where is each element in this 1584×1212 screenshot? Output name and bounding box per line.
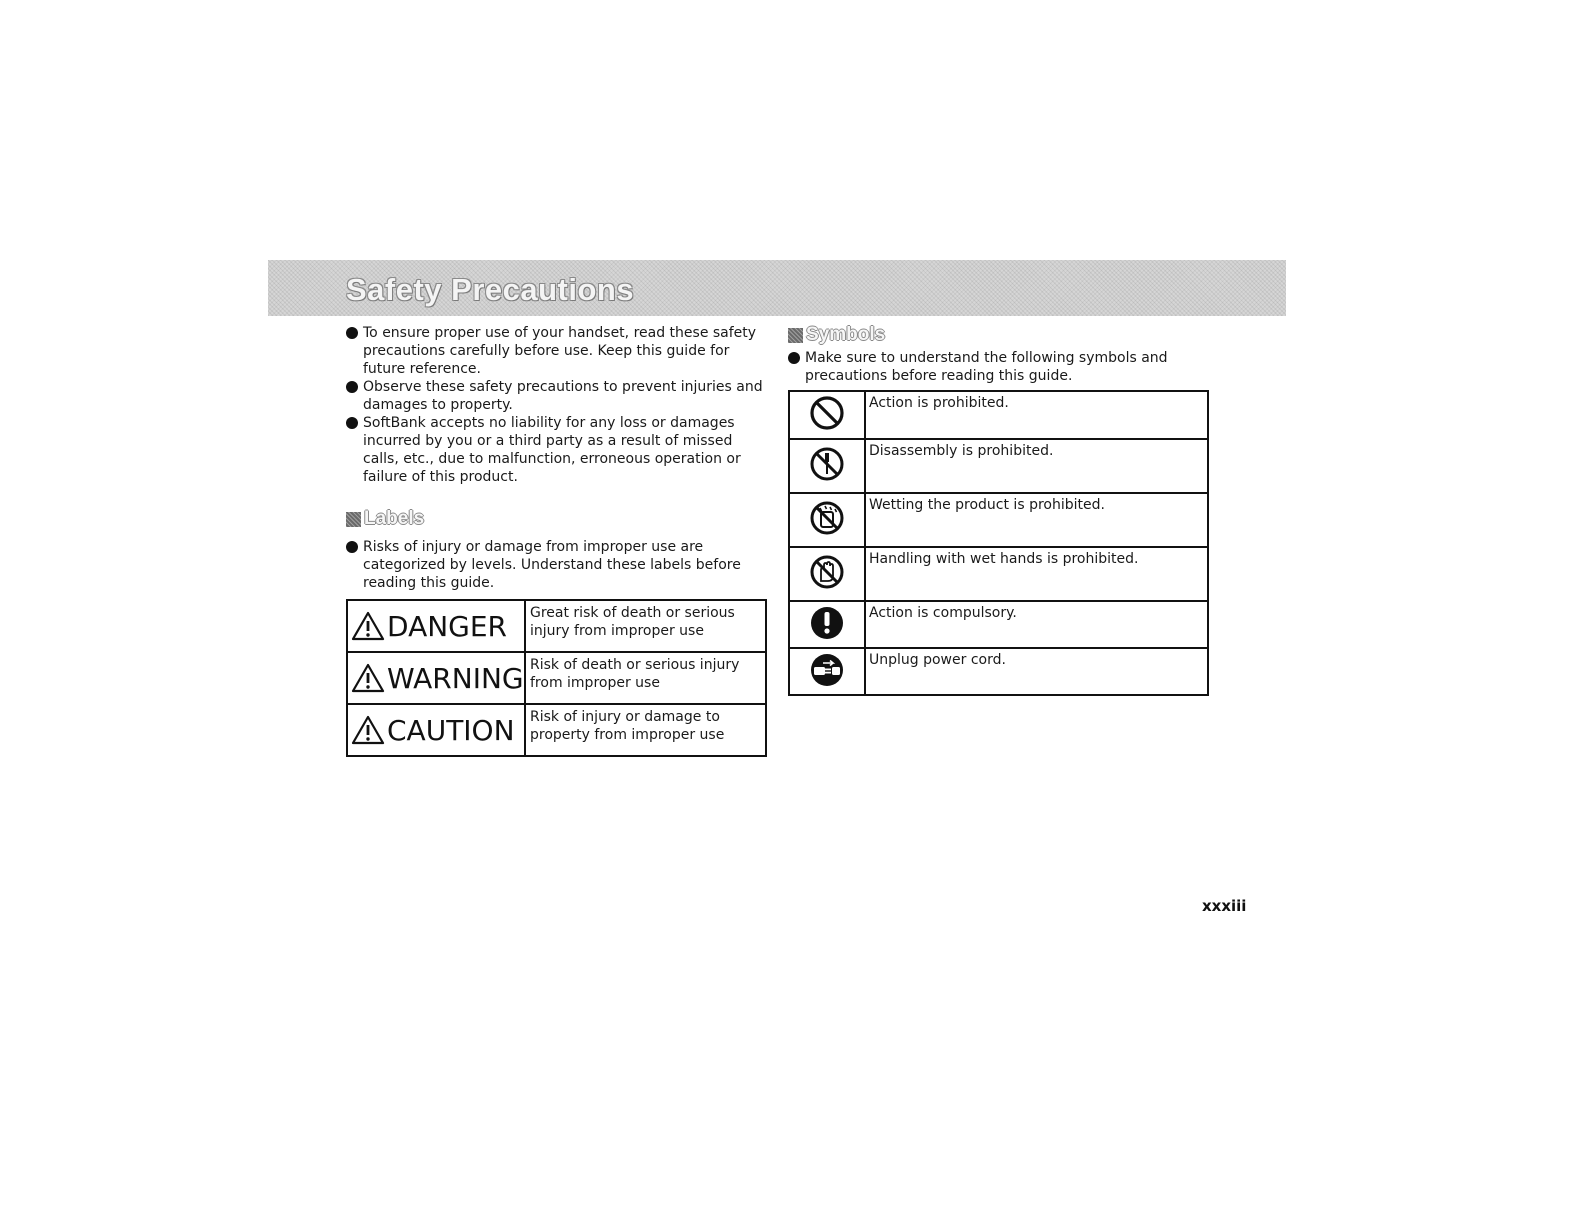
- page-number: xxxiii: [1202, 897, 1247, 915]
- title-banner: [268, 260, 1286, 316]
- intro-bullet: Observe these safety precautions to prevent injuries and damages to property.: [346, 378, 770, 414]
- symbols-heading-text: Symbols: [806, 324, 886, 345]
- table-row: [347, 652, 766, 704]
- unplug-icon: [809, 652, 845, 688]
- symbol-description: Wetting the product is prohibited.: [865, 493, 1208, 547]
- danger-label: DANGER: [387, 609, 508, 643]
- symbols-table: [788, 390, 1209, 696]
- left-column: [346, 324, 770, 757]
- table-row: [789, 391, 1208, 439]
- symbol-icon-cell: [789, 439, 865, 493]
- symbol-description: Unplug power cord.: [865, 648, 1208, 695]
- right-column: [788, 324, 1210, 696]
- symbols-heading: [788, 324, 1210, 346]
- table-row: [347, 600, 766, 652]
- symbol-description: Action is compulsory.: [865, 601, 1208, 648]
- labels-list: [346, 538, 770, 592]
- no-disassembly-icon: [809, 446, 845, 482]
- level-description: Great risk of death or serious injury from improper use: [525, 600, 766, 652]
- symbol-description: Action is prohibited.: [865, 391, 1208, 439]
- level-label-cell: [347, 704, 525, 756]
- intro-bullet: SoftBank accepts no liability for any loss or damages incurred by you or a third party as a result of missed calls, etc., due to malfunction, erroneous operation or failure of this product.: [346, 414, 770, 486]
- table-row: [789, 601, 1208, 648]
- symbol-icon-cell: [789, 601, 865, 648]
- symbol-icon-cell: [789, 391, 865, 439]
- symbols-list: [788, 349, 1210, 385]
- table-row: [347, 704, 766, 756]
- section-marker-icon: [788, 328, 803, 343]
- level-description: Risk of death or serious injury from improper use: [525, 652, 766, 704]
- symbol-description: Handling with wet hands is prohibited.: [865, 547, 1208, 601]
- table-row: [789, 493, 1208, 547]
- symbol-icon-cell: [789, 493, 865, 547]
- level-label-cell: [347, 600, 525, 652]
- symbols-bullet: Make sure to understand the following symbols and precautions before reading this guide.: [788, 349, 1210, 385]
- labels-heading: [346, 508, 770, 530]
- warning-triangle-icon: [351, 663, 385, 693]
- no-wet-hands-icon: [809, 554, 845, 590]
- section-marker-icon: [346, 512, 361, 527]
- intro-bullet: To ensure proper use of your handset, read these safety precautions carefully before use. Keep this guide for future reference.: [346, 324, 770, 378]
- table-row: [789, 439, 1208, 493]
- no-wetting-icon: [809, 500, 845, 536]
- symbol-icon-cell: [789, 547, 865, 601]
- symbol-description: Disassembly is prohibited.: [865, 439, 1208, 493]
- level-description: Risk of injury or damage to property from improper use: [525, 704, 766, 756]
- labels-heading-text: Labels: [364, 508, 425, 529]
- warning-label: WARNING: [387, 661, 524, 695]
- warning-triangle-icon: [351, 715, 385, 745]
- labels-bullet: Risks of injury or damage from improper use are categorized by levels. Understand these labels before reading this guide.: [346, 538, 770, 592]
- page-title: Safety Precautions: [346, 272, 635, 307]
- symbol-icon-cell: [789, 648, 865, 695]
- caution-label: CAUTION: [387, 713, 515, 747]
- level-label-cell: [347, 652, 525, 704]
- intro-list: [346, 324, 770, 486]
- table-row: [789, 648, 1208, 695]
- levels-table: [346, 599, 767, 757]
- compulsory-icon: [809, 605, 845, 641]
- prohibited-icon: [809, 395, 845, 431]
- table-row: [789, 547, 1208, 601]
- warning-triangle-icon: [351, 611, 385, 641]
